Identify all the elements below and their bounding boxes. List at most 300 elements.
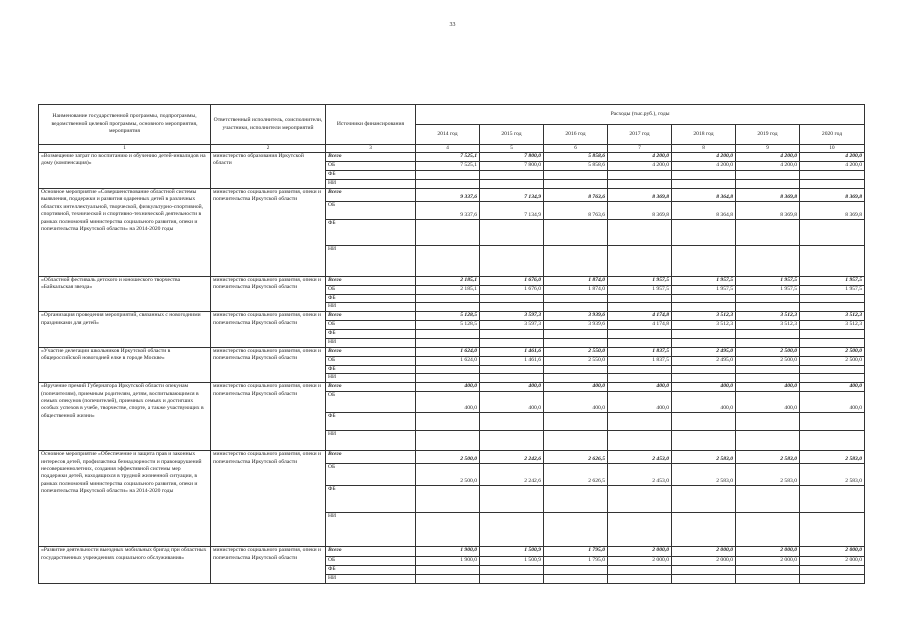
expense-value: 3 939,6 bbox=[544, 312, 608, 321]
expense-value: 4 174,8 bbox=[608, 321, 672, 330]
expense-value bbox=[480, 413, 544, 431]
expense-value: 400,0 bbox=[800, 383, 865, 392]
expense-value bbox=[736, 220, 800, 246]
expense-value bbox=[416, 486, 480, 513]
expense-value: 9 337,6 bbox=[416, 202, 480, 220]
expense-value bbox=[800, 330, 865, 338]
expense-value bbox=[480, 513, 544, 547]
expense-value: 2 626,5 bbox=[544, 464, 608, 486]
expense-value bbox=[608, 486, 672, 513]
expense-value: 7 134,9 bbox=[480, 202, 544, 220]
header-year: 2020 год bbox=[800, 125, 865, 145]
expense-value bbox=[608, 338, 672, 347]
measure-executor: министерство социального развития, опеки и попечительства Иркутской области bbox=[211, 277, 326, 312]
expense-value: 2 500,0 bbox=[800, 347, 865, 356]
header-executor: Ответственный исполнитель, соисполнители, участники, исполнители мероприятий bbox=[211, 105, 326, 145]
expense-value: 3 512,3 bbox=[800, 312, 865, 321]
expense-value bbox=[544, 566, 608, 575]
expense-value bbox=[416, 513, 480, 547]
expense-value bbox=[544, 513, 608, 547]
measure-name: «Участие делегации школьников Иркутской области в общероссийской новогодней елке в городе Москве» bbox=[39, 347, 211, 382]
expense-value: 3 512,3 bbox=[800, 321, 865, 330]
header-year: 2014 год bbox=[416, 125, 480, 145]
measure-name: «Вручение премий Губернатора Иркутской области опекунам (попечителям), приемным родителям, детям, воспитывающимся в семьях опекунов (попечителей), приемных семьях и достигших особых успехов в учебе, творчестве, спорте, а также участвующих в общественной жизни» bbox=[39, 383, 211, 451]
expense-value: 2 500,0 bbox=[416, 464, 480, 486]
expense-value bbox=[544, 246, 608, 277]
expense-value: 1 900,0 bbox=[416, 557, 480, 566]
expense-value bbox=[544, 303, 608, 312]
expense-value: 4 200,0 bbox=[608, 162, 672, 171]
expense-value bbox=[544, 171, 608, 180]
expense-value: 2 583,0 bbox=[736, 464, 800, 486]
expense-value: 4 174,8 bbox=[608, 312, 672, 321]
expense-value: 8 763,6 bbox=[544, 202, 608, 220]
funding-source: ФБ bbox=[326, 295, 416, 303]
header-year: 2017 год bbox=[608, 125, 672, 145]
expense-value bbox=[672, 431, 736, 451]
expense-value: 2 000,0 bbox=[608, 557, 672, 566]
expense-value bbox=[608, 365, 672, 373]
funding-source: ФБ bbox=[326, 413, 416, 431]
expense-value bbox=[544, 338, 608, 347]
expense-value: 8 364,8 bbox=[672, 189, 736, 202]
expense-value bbox=[800, 171, 865, 180]
measure-executor: министерство социального развития, опеки и попечительства Иркутской области bbox=[211, 451, 326, 547]
expense-value bbox=[608, 575, 672, 584]
measure-executor: министерство социального развития, опеки и попечительства Иркутской области bbox=[211, 347, 326, 382]
expense-value: 8 369,8 bbox=[800, 202, 865, 220]
measure-name: Основное мероприятие «Обеспечение и защита прав и законных интересов детей, профилактика безнадзорности и правонарушений несовершеннолетних, создания эффективной системы мер поддержки детей, находящихся в трудной жизненной ситуации, в рамках полномочий министерства социального развития, опеки и попечительства Иркутской области» на 2014-2020 годы bbox=[39, 451, 211, 547]
column-number: 7 bbox=[608, 145, 672, 153]
column-number: 10 bbox=[800, 145, 865, 153]
expense-value: 1 957,5 bbox=[608, 286, 672, 295]
column-number: 6 bbox=[544, 145, 608, 153]
expense-value: 400,0 bbox=[800, 392, 865, 413]
measure-executor: министерство социального развития, опеки и попечительства Иркутской области bbox=[211, 383, 326, 451]
expense-value: 1 837,5 bbox=[608, 356, 672, 365]
expense-value bbox=[800, 365, 865, 373]
expense-value bbox=[608, 220, 672, 246]
expense-value: 2 000,0 bbox=[608, 547, 672, 557]
expense-value: 2 242,6 bbox=[480, 464, 544, 486]
header-year: 2015 год bbox=[480, 125, 544, 145]
expense-value: 2 453,0 bbox=[608, 464, 672, 486]
expense-value bbox=[416, 338, 480, 347]
expense-value bbox=[672, 246, 736, 277]
expense-value bbox=[416, 413, 480, 431]
funding-source: ОБ bbox=[326, 321, 416, 330]
expense-value bbox=[544, 330, 608, 338]
expense-value: 2 583,0 bbox=[736, 451, 800, 464]
expense-value bbox=[480, 171, 544, 180]
expense-value bbox=[800, 431, 865, 451]
column-number: 9 bbox=[736, 145, 800, 153]
expense-value: 1 461,6 bbox=[480, 356, 544, 365]
expense-value: 2 000,0 bbox=[672, 547, 736, 557]
measure-executor: министерство социального развития, опеки и попечительства Иркутской области bbox=[211, 547, 326, 584]
table-row bbox=[39, 547, 865, 557]
expense-value bbox=[672, 566, 736, 575]
expense-value bbox=[480, 374, 544, 383]
expense-value bbox=[608, 374, 672, 383]
funding-source: ОБ bbox=[326, 356, 416, 365]
expense-value bbox=[800, 338, 865, 347]
expense-value: 1 957,5 bbox=[800, 277, 865, 286]
expense-value bbox=[672, 330, 736, 338]
expense-value: 1 957,5 bbox=[736, 286, 800, 295]
expense-value: 1 676,0 bbox=[480, 277, 544, 286]
table-row bbox=[39, 153, 865, 162]
expense-value bbox=[800, 246, 865, 277]
funding-source: Всего bbox=[326, 547, 416, 557]
table-row bbox=[39, 383, 865, 392]
expense-value: 2 550,0 bbox=[544, 356, 608, 365]
column-number: 8 bbox=[672, 145, 736, 153]
expense-value: 400,0 bbox=[672, 392, 736, 413]
table-row bbox=[39, 312, 865, 321]
funding-source: ОБ bbox=[326, 392, 416, 413]
expense-value bbox=[416, 575, 480, 584]
expense-value bbox=[416, 246, 480, 277]
expense-value: 5 128,5 bbox=[416, 312, 480, 321]
expense-value: 2 626,5 bbox=[544, 451, 608, 464]
expense-value bbox=[736, 365, 800, 373]
expense-value bbox=[736, 330, 800, 338]
measure-name: «Организация проведения мероприятий, связанных с новогодними праздниками для детей» bbox=[39, 312, 211, 347]
expense-value bbox=[416, 566, 480, 575]
expense-value bbox=[480, 180, 544, 189]
expense-value bbox=[480, 303, 544, 312]
expense-value: 8 369,8 bbox=[608, 202, 672, 220]
expense-value: 1 837,5 bbox=[608, 347, 672, 356]
funding-source: НИ bbox=[326, 513, 416, 547]
expense-value bbox=[416, 180, 480, 189]
funding-source: ОБ bbox=[326, 286, 416, 295]
measure-executor: министерство образования Иркутской области bbox=[211, 153, 326, 189]
expense-value: 4 200,0 bbox=[736, 162, 800, 171]
expense-value: 2 500,0 bbox=[736, 347, 800, 356]
expense-value bbox=[672, 220, 736, 246]
funding-source: НИ bbox=[326, 246, 416, 277]
expense-value bbox=[416, 365, 480, 373]
expense-value bbox=[608, 431, 672, 451]
funding-source: НИ bbox=[326, 180, 416, 189]
expense-value: 2 000,0 bbox=[800, 547, 865, 557]
expense-value: 5 858,6 bbox=[544, 153, 608, 162]
expense-value: 2 495,0 bbox=[672, 347, 736, 356]
expense-value: 400,0 bbox=[480, 392, 544, 413]
header-year: 2018 год bbox=[672, 125, 736, 145]
expense-value bbox=[480, 338, 544, 347]
budget-table bbox=[38, 104, 865, 584]
expense-value bbox=[544, 180, 608, 189]
expense-value bbox=[544, 413, 608, 431]
measure-executor: министерство социального развития, опеки и попечительства Иркутской области bbox=[211, 189, 326, 277]
funding-source: НИ bbox=[326, 575, 416, 584]
column-number: 5 bbox=[480, 145, 544, 153]
column-number: 4 bbox=[416, 145, 480, 153]
expense-value: 8 364,8 bbox=[672, 202, 736, 220]
expense-value: 2 185,1 bbox=[416, 277, 480, 286]
expense-value bbox=[480, 246, 544, 277]
expense-value bbox=[608, 171, 672, 180]
expense-value bbox=[480, 486, 544, 513]
column-number: 2 bbox=[211, 145, 326, 153]
funding-source: ФБ bbox=[326, 566, 416, 575]
expense-value bbox=[736, 575, 800, 584]
expense-value: 2 500,0 bbox=[800, 356, 865, 365]
funding-source: Всего bbox=[326, 189, 416, 202]
expense-value: 2 500,0 bbox=[736, 356, 800, 365]
expense-value: 4 200,0 bbox=[800, 153, 865, 162]
expense-value bbox=[416, 295, 480, 303]
expense-value: 3 512,3 bbox=[736, 321, 800, 330]
expense-value: 1 900,0 bbox=[416, 547, 480, 557]
expense-value: 2 000,0 bbox=[800, 557, 865, 566]
expense-value bbox=[800, 413, 865, 431]
expense-value: 7 134,9 bbox=[480, 189, 544, 202]
expense-value: 2 583,0 bbox=[672, 464, 736, 486]
expense-value bbox=[416, 303, 480, 312]
expense-value bbox=[608, 246, 672, 277]
expense-value bbox=[736, 180, 800, 189]
expense-value: 3 512,3 bbox=[736, 312, 800, 321]
expense-value bbox=[608, 295, 672, 303]
measure-executor: министерство социального развития, опеки и попечительства Иркутской области bbox=[211, 312, 326, 347]
expense-value: 7 800,0 bbox=[480, 162, 544, 171]
funding-source: Всего bbox=[326, 153, 416, 162]
expense-value bbox=[608, 566, 672, 575]
expense-value: 400,0 bbox=[416, 383, 480, 392]
expense-value bbox=[544, 295, 608, 303]
table-row bbox=[39, 451, 865, 464]
expense-value: 9 337,6 bbox=[416, 189, 480, 202]
expense-value bbox=[480, 566, 544, 575]
expense-value: 1 676,0 bbox=[480, 286, 544, 295]
expense-value bbox=[736, 566, 800, 575]
column-number: 3 bbox=[326, 145, 416, 153]
expense-value: 2 583,0 bbox=[800, 464, 865, 486]
expense-value: 2 000,0 bbox=[736, 557, 800, 566]
funding-source: ФБ bbox=[326, 486, 416, 513]
expense-value bbox=[416, 220, 480, 246]
expense-value: 3 939,6 bbox=[544, 321, 608, 330]
funding-source: Всего bbox=[326, 347, 416, 356]
expense-value bbox=[736, 303, 800, 312]
funding-source: ОБ bbox=[326, 162, 416, 171]
expense-value bbox=[800, 303, 865, 312]
table-header bbox=[39, 105, 865, 153]
expense-value bbox=[672, 513, 736, 547]
expense-value bbox=[800, 575, 865, 584]
table-row bbox=[39, 189, 865, 202]
expense-value bbox=[672, 180, 736, 189]
funding-source: НИ bbox=[326, 338, 416, 347]
page-number: 33 bbox=[449, 22, 456, 28]
expense-value: 2 242,6 bbox=[480, 451, 544, 464]
expense-value bbox=[608, 330, 672, 338]
expense-value bbox=[736, 171, 800, 180]
expense-value bbox=[608, 180, 672, 189]
table-row bbox=[39, 277, 865, 286]
expense-value bbox=[672, 575, 736, 584]
funding-source: ОБ bbox=[326, 464, 416, 486]
expense-value: 4 200,0 bbox=[736, 153, 800, 162]
funding-source: Всего bbox=[326, 451, 416, 464]
expense-value: 400,0 bbox=[608, 392, 672, 413]
measure-name: «Возмещение затрат по воспитанию и обучению детей-инвалидов на дому (компенсация)» bbox=[39, 153, 211, 189]
expense-value: 400,0 bbox=[416, 392, 480, 413]
expense-value bbox=[736, 374, 800, 383]
expense-value bbox=[736, 295, 800, 303]
expense-value bbox=[736, 246, 800, 277]
funding-source: ФБ bbox=[326, 220, 416, 246]
expense-value: 4 200,0 bbox=[672, 162, 736, 171]
expense-value bbox=[416, 171, 480, 180]
expense-value bbox=[416, 431, 480, 451]
expense-value: 2 000,0 bbox=[736, 547, 800, 557]
funding-source: Всего bbox=[326, 383, 416, 392]
expense-value bbox=[480, 431, 544, 451]
funding-source: НИ bbox=[326, 374, 416, 383]
expense-value: 1 957,5 bbox=[608, 277, 672, 286]
expense-value bbox=[736, 486, 800, 513]
expense-value bbox=[800, 295, 865, 303]
expense-value: 2 583,0 bbox=[672, 451, 736, 464]
expense-value: 1 500,9 bbox=[480, 547, 544, 557]
expense-value: 8 369,8 bbox=[608, 189, 672, 202]
expense-value: 400,0 bbox=[736, 392, 800, 413]
header-year: 2019 год bbox=[736, 125, 800, 145]
funding-source: Всего bbox=[326, 312, 416, 321]
funding-source: НИ bbox=[326, 431, 416, 451]
funding-source: НИ bbox=[326, 303, 416, 312]
expense-value bbox=[608, 513, 672, 547]
expense-value bbox=[416, 374, 480, 383]
expense-value bbox=[608, 413, 672, 431]
expense-value bbox=[672, 303, 736, 312]
header-expenses: Расходы (тыс.руб.), годы bbox=[416, 105, 865, 125]
expense-value: 7 525,1 bbox=[416, 153, 480, 162]
expense-value bbox=[672, 486, 736, 513]
expense-value: 4 200,0 bbox=[608, 153, 672, 162]
measure-name: «Развитие деятельности выездных мобильных бригад при областных государственных учреждениях социального обслуживания» bbox=[39, 547, 211, 584]
expense-value bbox=[544, 374, 608, 383]
expense-value: 3 512,3 bbox=[672, 312, 736, 321]
expense-value bbox=[544, 431, 608, 451]
expense-value bbox=[480, 220, 544, 246]
funding-source: ОБ bbox=[326, 202, 416, 220]
expense-value bbox=[544, 365, 608, 373]
expense-value: 3 597,3 bbox=[480, 321, 544, 330]
expense-value: 3 597,3 bbox=[480, 312, 544, 321]
funding-source: ФБ bbox=[326, 365, 416, 373]
expense-value: 4 200,0 bbox=[672, 153, 736, 162]
header-year: 2016 год bbox=[544, 125, 608, 145]
expense-value: 8 369,8 bbox=[736, 189, 800, 202]
expense-value: 400,0 bbox=[608, 383, 672, 392]
expense-value: 1 624,0 bbox=[416, 347, 480, 356]
expense-value bbox=[672, 413, 736, 431]
expense-value: 3 512,3 bbox=[672, 321, 736, 330]
expense-value: 1 874,0 bbox=[544, 277, 608, 286]
expense-value: 2 453,0 bbox=[608, 451, 672, 464]
expense-value bbox=[672, 374, 736, 383]
header-source: Источники финансирования bbox=[326, 105, 416, 145]
expense-value: 400,0 bbox=[736, 383, 800, 392]
expense-value: 4 200,0 bbox=[800, 162, 865, 171]
expense-value: 5 858,6 bbox=[544, 162, 608, 171]
expense-value: 8 369,8 bbox=[736, 202, 800, 220]
column-number: 1 bbox=[39, 145, 211, 153]
expense-value: 8 369,8 bbox=[800, 189, 865, 202]
expense-value: 400,0 bbox=[480, 383, 544, 392]
expense-value bbox=[608, 303, 672, 312]
expense-value: 1 874,0 bbox=[544, 286, 608, 295]
header-name: Наименование государственной программы, подпрограммы, ведомственной целевой программы, основного мероприятия, мероприятия bbox=[39, 105, 211, 145]
expense-value bbox=[480, 330, 544, 338]
expense-value bbox=[800, 566, 865, 575]
measure-name: Основное мероприятие «Совершенствование областной системы выявления, поддержки и развития одаренных детей в различных областях интеллектуальной, творческой, физкультурно-спортивной, спортивной, технической и спортивно-технической деятельности в рамках полномочий министерства социального развития, опеки и попечительства Иркутской области» на 2014-2020 годы bbox=[39, 189, 211, 277]
expense-value: 7 525,1 bbox=[416, 162, 480, 171]
expense-value: 7 800,0 bbox=[480, 153, 544, 162]
expense-value bbox=[736, 413, 800, 431]
funding-source: ОБ bbox=[326, 557, 416, 566]
expense-value bbox=[480, 295, 544, 303]
expense-value bbox=[672, 365, 736, 373]
expense-value: 400,0 bbox=[544, 392, 608, 413]
expense-value: 2 185,1 bbox=[416, 286, 480, 295]
expense-value bbox=[736, 513, 800, 547]
expense-value: 2 495,0 bbox=[672, 356, 736, 365]
expense-value: 1 461,6 bbox=[480, 347, 544, 356]
expense-value bbox=[672, 338, 736, 347]
expense-value: 1 957,5 bbox=[672, 286, 736, 295]
expense-value: 1 957,5 bbox=[672, 277, 736, 286]
expense-value: 5 128,5 bbox=[416, 321, 480, 330]
expense-value bbox=[800, 374, 865, 383]
expense-value: 1 795,0 bbox=[544, 547, 608, 557]
expense-value bbox=[544, 220, 608, 246]
expense-value bbox=[800, 220, 865, 246]
expense-value: 8 763,6 bbox=[544, 189, 608, 202]
expense-value: 2 550,0 bbox=[544, 347, 608, 356]
expense-value: 1 624,0 bbox=[416, 356, 480, 365]
table-body bbox=[39, 153, 865, 584]
expense-value bbox=[544, 486, 608, 513]
expense-value: 1 957,5 bbox=[800, 286, 865, 295]
expense-value: 1 500,9 bbox=[480, 557, 544, 566]
funding-source: ФБ bbox=[326, 171, 416, 180]
funding-source: ФБ bbox=[326, 330, 416, 338]
expense-value bbox=[416, 330, 480, 338]
expense-value bbox=[544, 575, 608, 584]
table-row bbox=[39, 347, 865, 356]
expense-value: 400,0 bbox=[544, 383, 608, 392]
expense-value bbox=[672, 295, 736, 303]
expense-value bbox=[800, 180, 865, 189]
expense-value: 1 795,0 bbox=[544, 557, 608, 566]
expense-value: 2 000,0 bbox=[672, 557, 736, 566]
expense-value bbox=[736, 431, 800, 451]
expense-value: 2 583,0 bbox=[800, 451, 865, 464]
funding-source: Всего bbox=[326, 277, 416, 286]
expense-value: 400,0 bbox=[672, 383, 736, 392]
expense-value bbox=[480, 365, 544, 373]
expense-value bbox=[672, 171, 736, 180]
expense-value bbox=[736, 338, 800, 347]
expense-value bbox=[800, 486, 865, 513]
